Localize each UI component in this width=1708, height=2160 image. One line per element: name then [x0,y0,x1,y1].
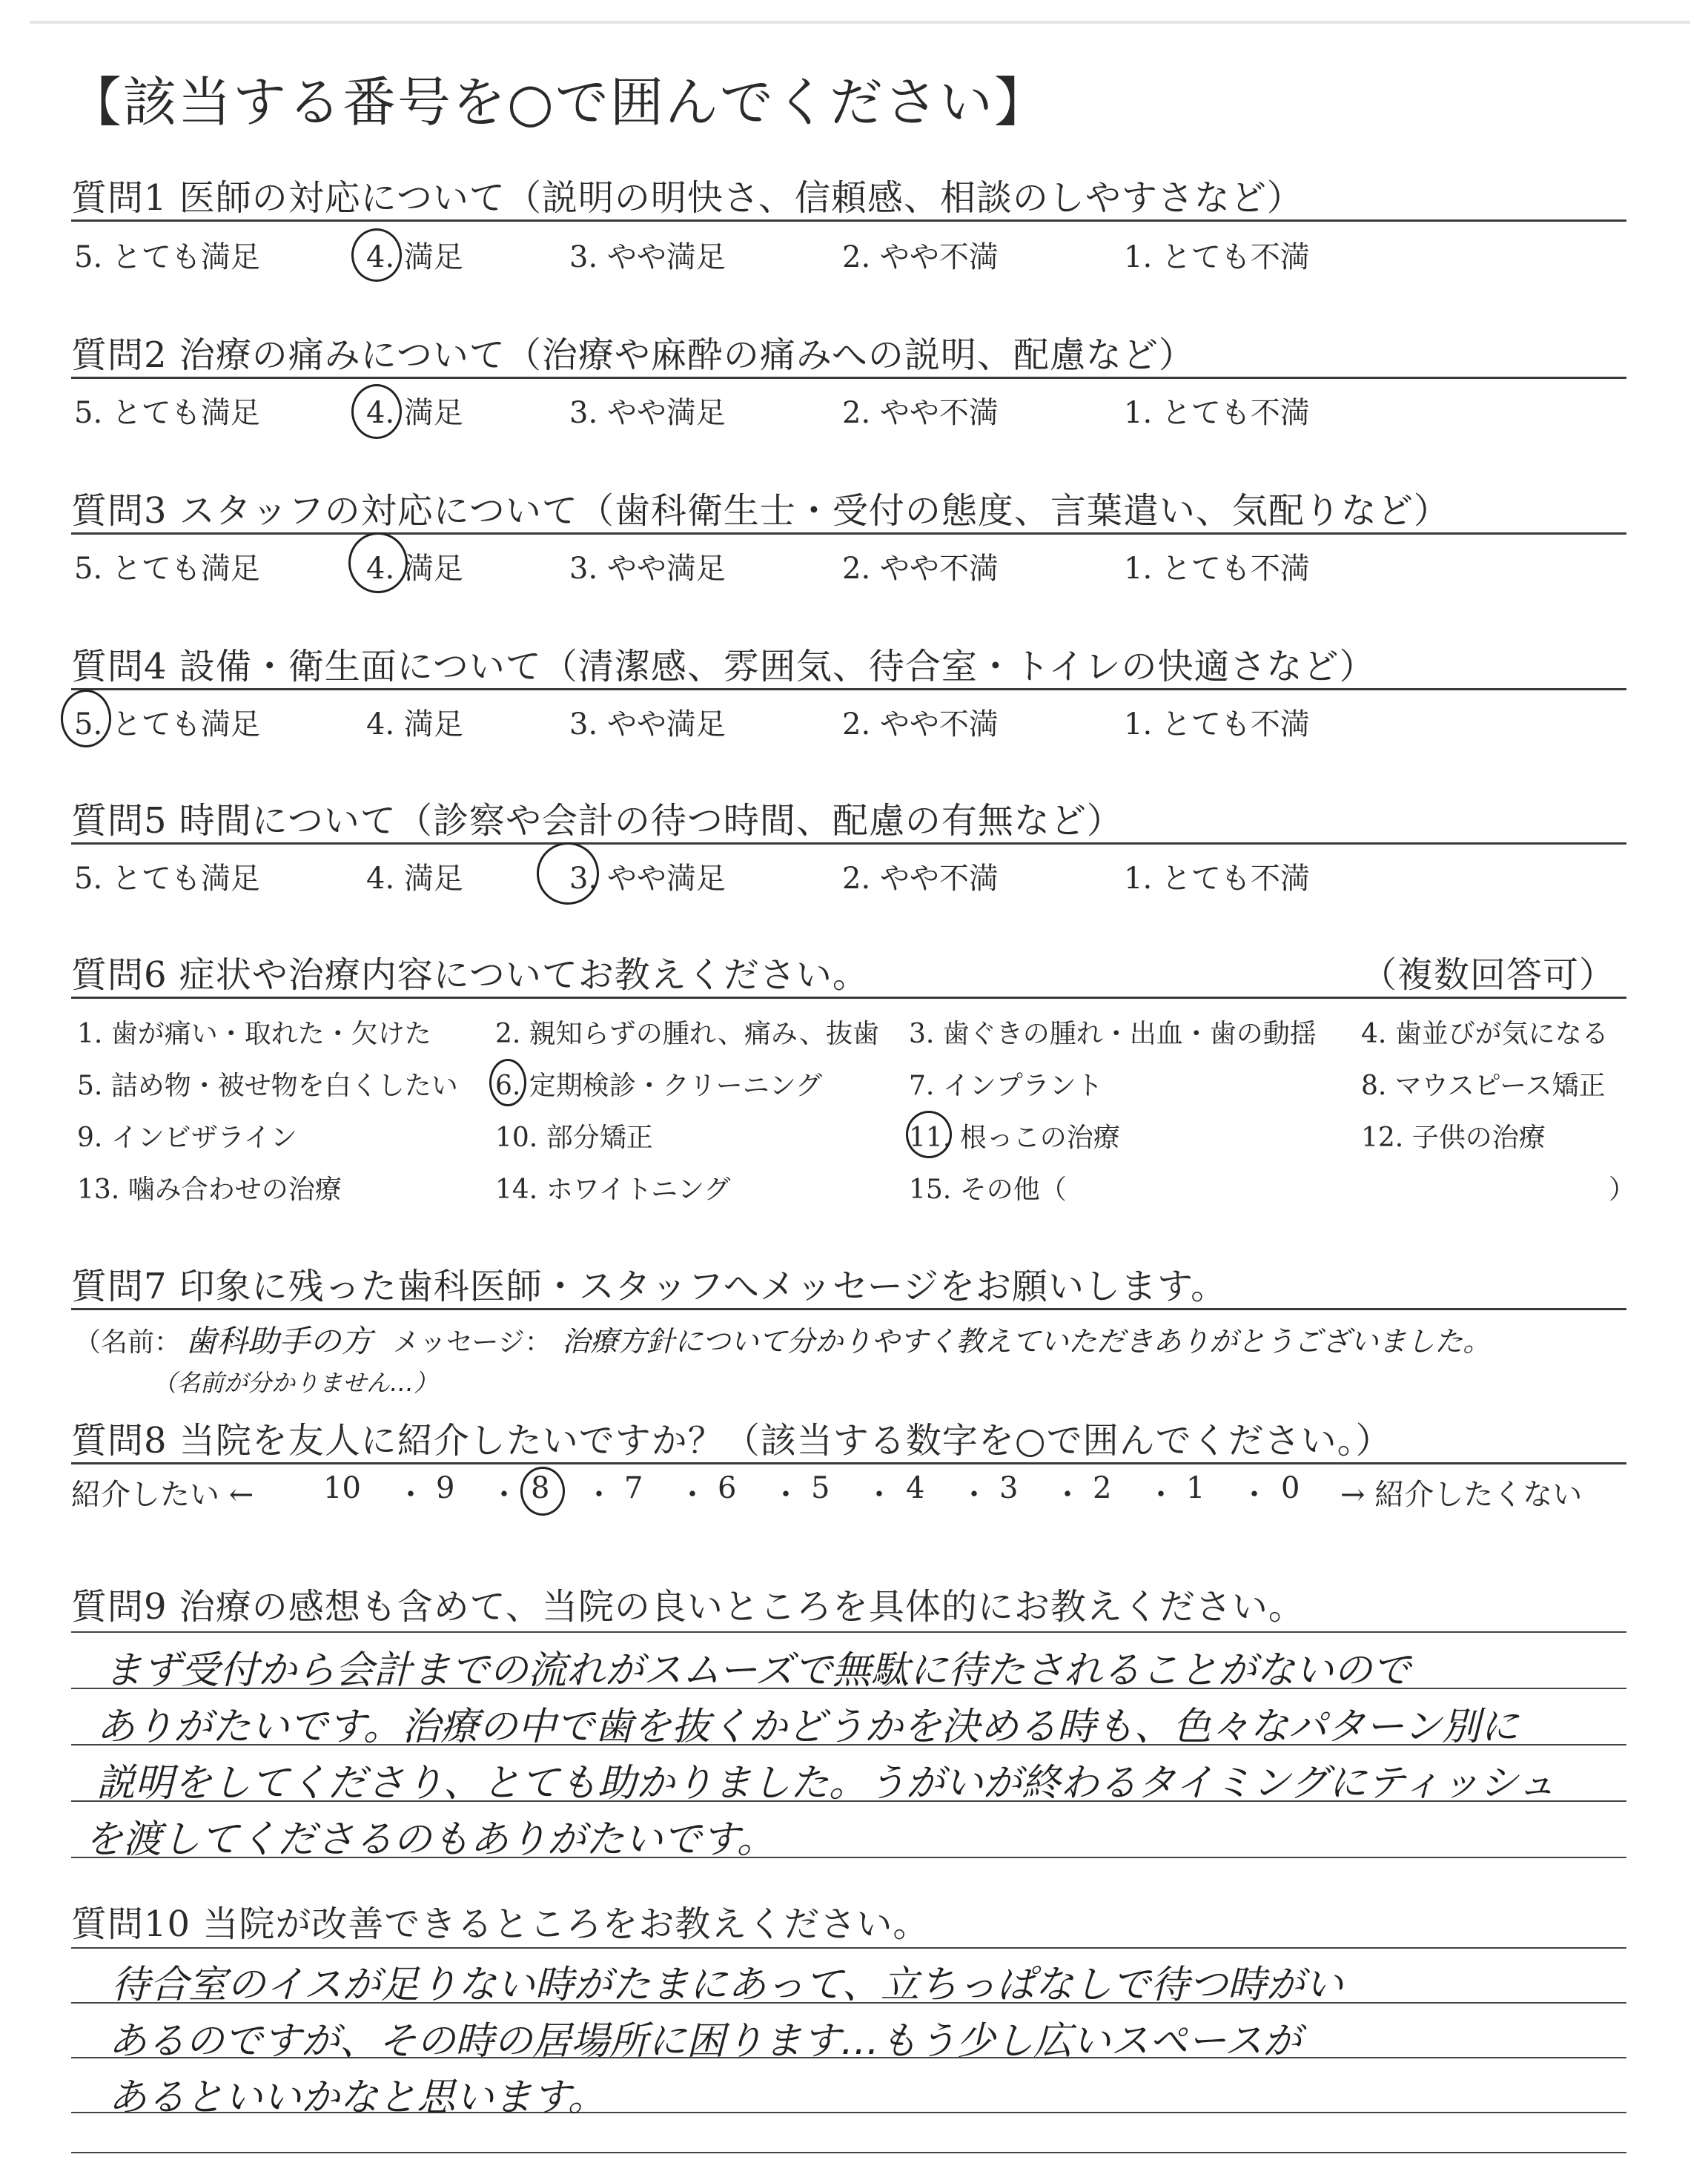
q2-option-4[interactable]: 4. 満足 [366,396,463,430]
q3-option-3[interactable]: 3. やや満足 [569,552,726,586]
q1-option-3[interactable]: 3. やや満足 [569,240,726,274]
q8-scale-dot: ・ [959,1478,989,1512]
q10-answer-line-3[interactable]: あるといいかなと思います。 [108,2075,606,2120]
q6-item-1[interactable]: 1. 歯が痛い・取れた・欠けた [77,1019,431,1049]
q6-item-12[interactable]: 12. 子供の治療 [1361,1123,1546,1153]
q2-option-5[interactable]: 5. とても満足 [74,396,260,430]
q8-left-label: 紹介したい ← [71,1478,254,1512]
q4-option-2[interactable]: 2. やや不満 [842,707,999,742]
q8-scale-8[interactable]: 8 [531,1471,550,1505]
q5-option-5[interactable]: 5. とても満足 [74,862,260,896]
q1-option-1[interactable]: 1. とても不満 [1124,240,1310,274]
q8-scale-6[interactable]: 6 [718,1471,737,1505]
q8-scale-dot: ・ [1146,1478,1176,1512]
question-1-rule [71,219,1626,222]
q9-line-rule [71,1631,1626,1633]
q4-option-5[interactable]: 5. とても満足 [74,707,260,742]
q7-name-handwritten[interactable]: 歯科助手の方 [185,1323,373,1359]
q4-option-1[interactable]: 1. とても不満 [1124,707,1310,742]
question-4-rule [71,688,1626,690]
q10-answer-line-2[interactable]: あるのですが、その時の居場所に困ります…もう少し広いスペースが [108,2019,1302,2064]
q6-item-8[interactable]: 8. マウスピース矯正 [1361,1071,1606,1101]
q6-item-10[interactable]: 10. 部分矯正 [495,1123,653,1153]
q1-option-5[interactable]: 5. とても満足 [74,240,260,274]
page-title: 【該当する番号を○で囲んでください】 [68,71,1049,133]
q10-line-rule [71,1947,1626,1949]
q9-answer-line-3[interactable]: 説明をしてくださり、とても助かりました。うがいが終わるタイミングにティッシュ [96,1761,1556,1806]
q6-item-15[interactable]: 15. その他（ [909,1175,1067,1205]
question-7-rule [71,1308,1626,1310]
q5-option-1[interactable]: 1. とても不満 [1124,862,1310,896]
q1-option-4[interactable]: 4. 満足 [366,240,463,274]
q6-item-6[interactable]: 6. 定期検診・クリーニング [495,1071,823,1101]
q6-selected-circle-6 [489,1059,526,1106]
q10-line-rule [71,2152,1626,2153]
q8-scale-10[interactable]: 10 [323,1471,361,1505]
question-6-rule [71,997,1626,999]
q8-scale-4[interactable]: 4 [906,1471,925,1505]
q6-item-7[interactable]: 7. インプラント [909,1071,1103,1101]
q6-item-15-close: ） [1609,1175,1636,1205]
q1-option-2[interactable]: 2. やや不満 [842,240,999,274]
q8-scale-2[interactable]: 2 [1093,1471,1112,1505]
q3-option-2[interactable]: 2. やや不満 [842,552,999,586]
question-2-rule [71,377,1626,379]
q8-scale-5[interactable]: 5 [811,1471,830,1505]
q6-item-11[interactable]: 11. 根っこの治療 [909,1123,1120,1153]
question-6-label: 質問6 症状や治療内容についてお教えください。 [71,954,869,996]
q1-selected-circle [351,228,402,282]
q8-scale-dot: ・ [1239,1478,1269,1512]
q2-option-2[interactable]: 2. やや不満 [842,396,999,430]
q8-scale-dot: ・ [396,1478,426,1512]
q6-item-3[interactable]: 3. 歯ぐきの腫れ・出血・歯の動揺 [909,1019,1317,1049]
top-border [30,21,1690,24]
q8-selected-circle [520,1467,565,1516]
q4-selected-circle [61,690,111,747]
question-5-label: 質問5 時間について（診察や会計の待つ時間、配慮の有無など） [71,800,1123,842]
q8-scale-dot: ・ [1053,1478,1082,1512]
q8-scale-3[interactable]: 3 [999,1471,1019,1505]
q7-message-handwritten[interactable]: 治療方針について分かりやすく教えていただきありがとうございました。 [562,1325,1492,1358]
q8-scale-9[interactable]: 9 [436,1471,455,1505]
q8-right-label: → 紹介したくない [1340,1478,1583,1512]
q7-name-prefix: （名前： [74,1327,182,1358]
question-8-label: 質問8 当院を友人に紹介したいですか？（該当する数字を○で囲んでください。） [71,1420,1392,1462]
q2-option-1[interactable]: 1. とても不満 [1124,396,1310,430]
q8-scale-0[interactable]: 0 [1281,1471,1300,1505]
q8-scale-1[interactable]: 1 [1186,1471,1205,1505]
q9-answer-line-1[interactable]: まず受付から会計までの流れがスムーズで無駄に待たされることがないので [104,1648,1411,1693]
q4-option-3[interactable]: 3. やや満足 [569,707,726,742]
q6-item-4[interactable]: 4. 歯並びが気になる [1361,1019,1609,1049]
q6-selected-circle-11 [906,1111,952,1158]
question-4-label: 質問4 設備・衛生面について（清潔感、雰囲気、待合室・トイレの快適さなど） [71,646,1376,687]
q9-answer-line-2[interactable]: ありがたいです。治療の中で歯を抜くかどうかを決める時も、色々なパターン別に [96,1705,1519,1749]
q6-item-5[interactable]: 5. 詰め物・被せ物を白くしたい [77,1071,458,1101]
question-3-label: 質問3 スタッフの対応について（歯科衛生士・受付の態度、言葉遣い、気配りなど） [71,490,1450,532]
q5-option-2[interactable]: 2. やや不満 [842,862,999,896]
question-5-rule [71,842,1626,845]
q10-answer-line-1[interactable]: 待合室のイスが足りない時がたまにあって、立ちっぱなしで待つ時がい [111,1963,1343,2007]
q3-selected-circle [348,532,408,593]
q8-scale-dot: ・ [864,1478,894,1512]
q6-item-14[interactable]: 14. ホワイトニング [495,1175,731,1205]
q4-option-4[interactable]: 4. 満足 [366,707,463,742]
question-6-note: （複数回答可） [1361,954,1616,996]
q8-scale-dot: ・ [771,1478,801,1512]
question-2-label: 質問2 治療の痛みについて（治療や麻酔の痛みへの説明、配慮など） [71,334,1195,376]
question-7-label: 質問7 印象に残った歯科医師・スタッフへメッセージをお願いします。 [71,1266,1228,1307]
q8-scale-7[interactable]: 7 [624,1471,643,1505]
q7-name-note-handwritten: （名前が分かりません…） [153,1369,438,1397]
q8-scale-dot: ・ [678,1478,707,1512]
q8-scale-dot: ・ [489,1478,519,1512]
q5-selected-circle [537,842,599,905]
q9-answer-line-4[interactable]: を渡してくださるのもありがたいです。 [85,1817,775,1862]
q5-option-4[interactable]: 4. 満足 [366,862,463,896]
q6-item-9[interactable]: 9. インビザライン [77,1123,297,1153]
q8-scale-dot: ・ [584,1478,614,1512]
q6-item-2[interactable]: 2. 親知らずの腫れ、痛み、抜歯 [495,1019,880,1049]
q2-option-3[interactable]: 3. やや満足 [569,396,726,430]
q6-item-13[interactable]: 13. 噛み合わせの治療 [77,1175,342,1205]
question-8-rule [71,1462,1626,1464]
q7-message-prefix: メッセージ： [393,1327,552,1358]
question-1-label: 質問1 医師の対応について（説明の明快さ、信頼感、相談のしやすさなど） [71,177,1303,219]
question-10-label: 質問10 当院が改善できるところをお教えください。 [71,1903,930,1945]
q3-option-5[interactable]: 5. とても満足 [74,552,260,586]
q2-selected-circle [351,384,402,439]
question-9-label: 質問9 治療の感想も含めて、当院の良いところを具体的にお教えください。 [71,1586,1305,1628]
question-3-rule [71,532,1626,535]
q3-option-4[interactable]: 4. 満足 [366,552,463,586]
q3-option-1[interactable]: 1. とても不満 [1124,552,1310,586]
q5-option-3[interactable]: 3. やや満足 [569,862,726,896]
